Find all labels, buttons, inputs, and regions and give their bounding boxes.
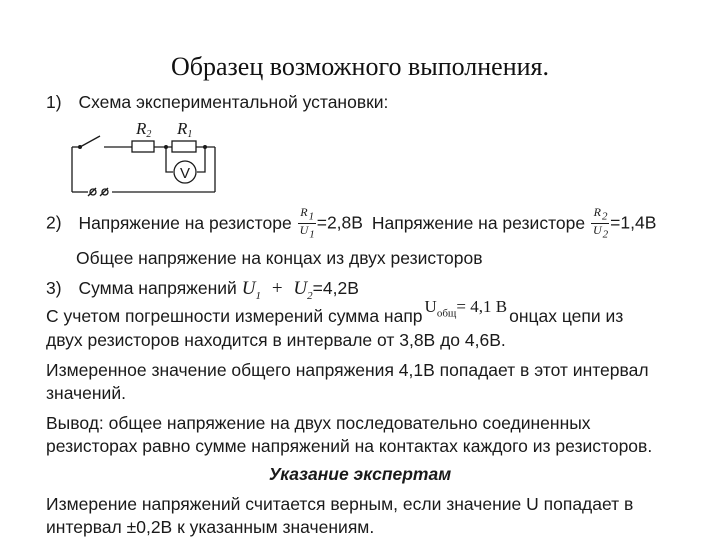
u2-symbol: $U_2$: [293, 278, 313, 302]
junction-dot: [164, 145, 168, 149]
voltmeter-label: V: [180, 165, 191, 182]
total-voltage-overlay: $U_{общ}= 4,1$ В: [424, 297, 508, 320]
experts-line1: Измерение напряжений считается верным, если значение U попадает в: [46, 494, 634, 514]
step3-text: Сумма напряжений: [78, 278, 237, 298]
voltmeter-lead-right: [197, 147, 205, 172]
total-voltage-line: Общее напряжение на концах из двух резисторов: [76, 248, 483, 268]
conclusion-line2: резисторах равно сумме напряжений на контактах каждого из резисторов.: [46, 436, 653, 456]
r1-label: R1: [177, 119, 193, 140]
paragraph2-line1: Измеренное значение общего напряжения 4,1В попадает в этот интервал: [46, 360, 649, 380]
junction-dot: [203, 145, 207, 149]
step2-value1: =2,8В: [316, 212, 363, 233]
experts-line2: интервал ±0,2В к указанным значениям.: [46, 517, 375, 537]
paragraph1-line1: С учетом погрешности измерений сумма напр $U_{общ}= 4,1$ В онцах цепи из: [46, 297, 624, 326]
step1-line: [46, 92, 388, 113]
terminal-icon: [102, 189, 108, 195]
step2-value2: =1,4В: [610, 212, 657, 233]
junction-dot: [78, 145, 82, 149]
page-title: Образец возможного выполнения.: [170, 52, 549, 81]
terminal-icon: [90, 189, 96, 195]
resistor-r2-icon: [132, 141, 154, 152]
r2-label: R2: [136, 119, 152, 140]
step2-text1: Напряжение на резисторе: [78, 212, 292, 233]
fraction-r2-u2: $\frac{R_2}{U_2}$: [592, 205, 609, 241]
circuit-diagram: [60, 112, 230, 202]
paragraph2-line2: значений.: [46, 383, 126, 403]
step2-text2: Напряжение на резисторе: [371, 212, 586, 233]
step3-number: 3): [46, 278, 62, 298]
step2-number: 2): [46, 212, 62, 233]
step1-text: Схема экспериментальной установки:: [78, 92, 389, 112]
fraction-r1-u1: $\frac{R_1}{U_1}$: [299, 205, 315, 241]
step1-number: 1): [46, 92, 62, 112]
conclusion-line1: Вывод: общее напряжение на двух последовательно соединенных: [46, 413, 591, 433]
switch-icon: [80, 136, 100, 147]
experts-heading: Указание экспертам: [268, 464, 452, 484]
step3-line: [46, 278, 359, 302]
u1-symbol: $U_1$: [241, 278, 261, 302]
step3-value: =4,2В: [312, 278, 359, 298]
resistor-r1-icon: [172, 141, 196, 152]
plus-sign: +: [271, 278, 283, 299]
paragraph1-line2: двух резисторов находится в интервале от 3,8В до 4,6В.: [46, 330, 506, 350]
step2-line: [46, 206, 656, 242]
